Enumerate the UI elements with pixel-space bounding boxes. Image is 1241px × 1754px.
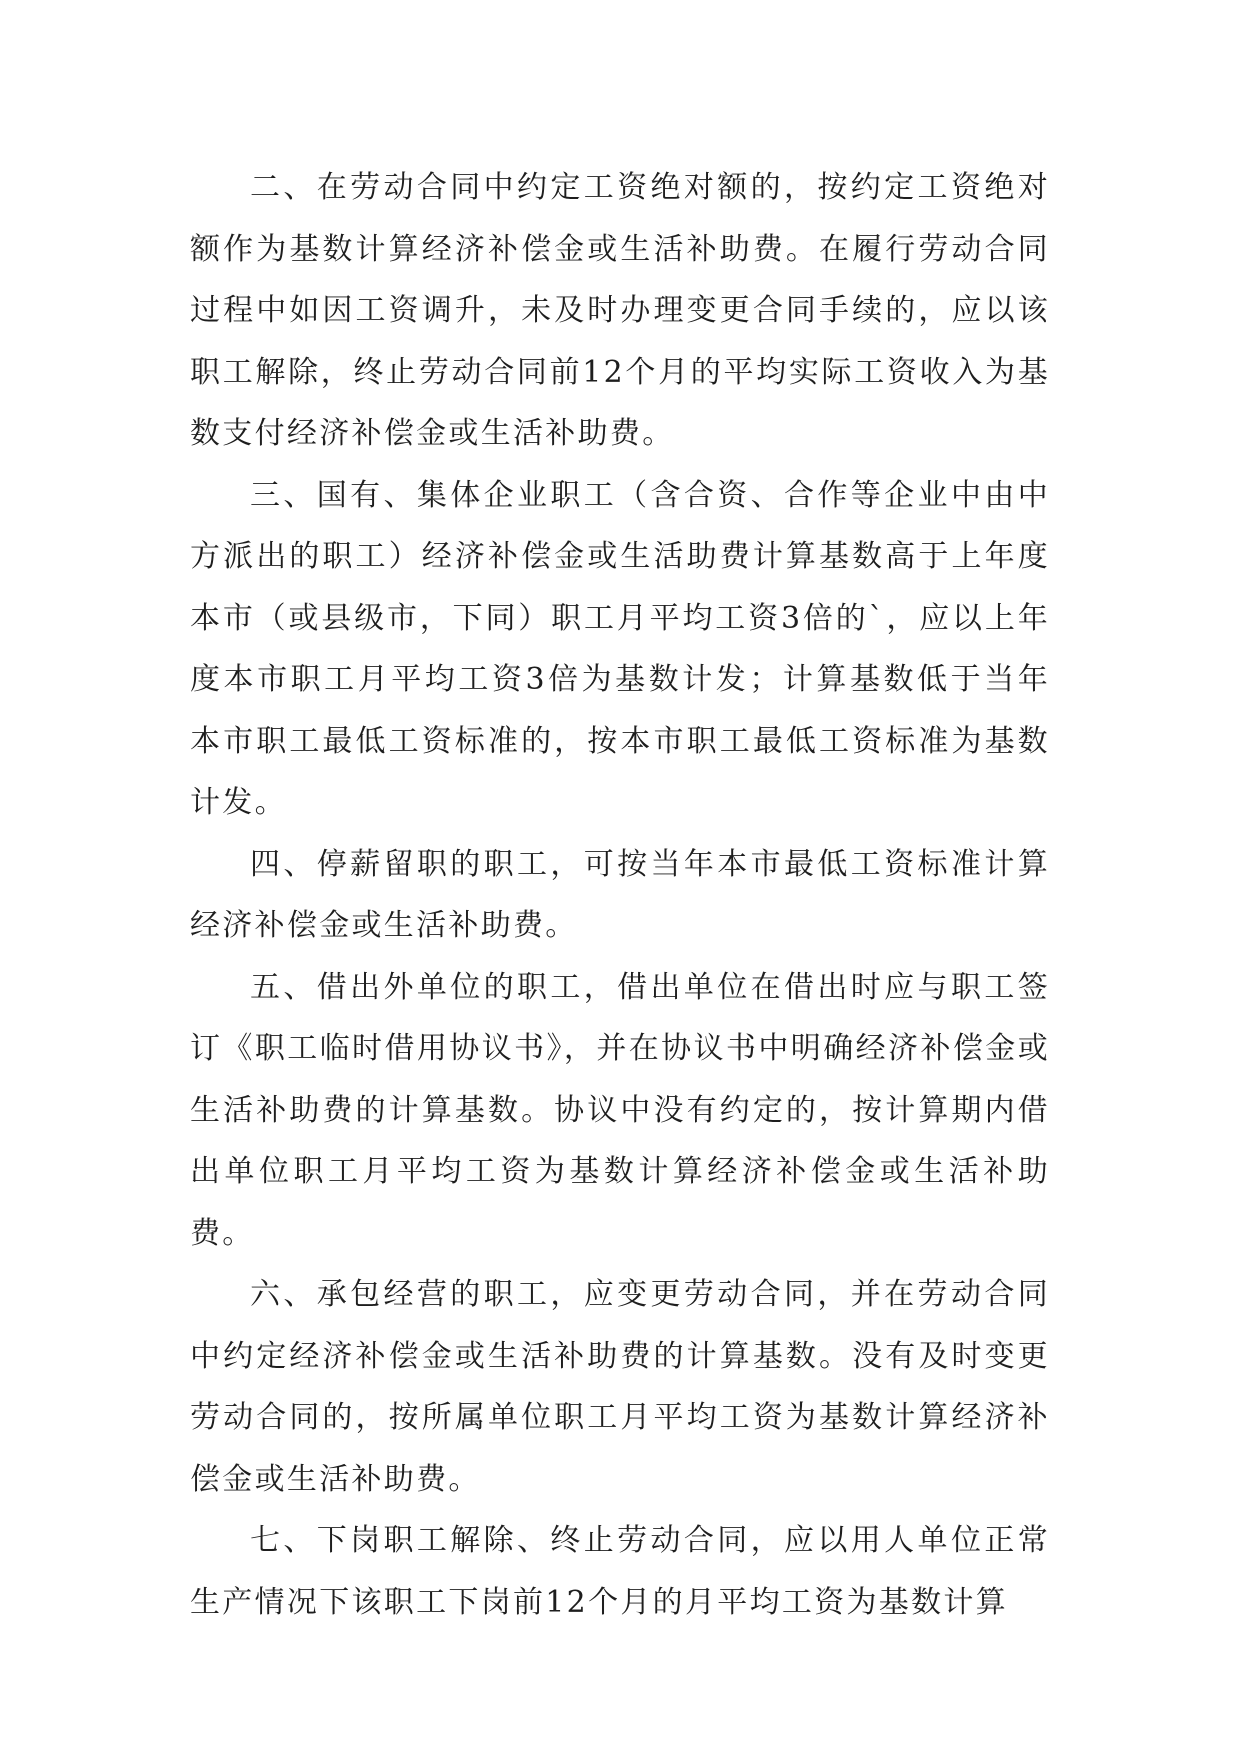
- paragraph-4: 四、停薪留职的职工，可按当年本市最低工资标准计算经济补偿金或生活补助费。: [190, 846, 1050, 943]
- paragraph-7: 七、下岗职工解除、终止劳动合同，应以用人单位正常生产情况下该职工下岗前12个月的月平均工资为基数计算: [190, 1523, 1050, 1620]
- paragraph-3: 三、国有、集体企业职工（含合资、合作等企业中由中方派出的职工）经济补偿金或生活助费计算基数高于上年度本市（或县级市，下同）职工月平均工资3倍的`，应以上年度本市职工月平均工资3倍为基数计发；计算基数低于当年本市职工最低工资标准的，按本市职工最低工资标准为基数计发。: [190, 477, 1050, 820]
- paragraph-2: 二、在劳动合同中约定工资绝对额的，按约定工资绝对额作为基数计算经济补偿金或生活补助费。在履行劳动合同过程中如因工资调升，未及时办理变更合同手续的，应以该职工解除，终止劳动合同前12个月的平均实际工资收入为基数支付经济补偿金或生活补助费。: [190, 170, 1050, 451]
- paragraph-6: 六、承包经营的职工，应变更劳动合同，并在劳动合同中约定经济补偿金或生活补助费的计算基数。没有及时变更劳动合同的，按所属单位职工月平均工资为基数计算经济补偿金或生活补助费。: [190, 1277, 1050, 1497]
- paragraph-5: 五、借出外单位的职工，借出单位在借出时应与职工签订《职工临时借用协议书》，并在协议书中明确经济补偿金或生活补助费的计算基数。协议中没有约定的，按计算期内借出单位职工月平均工资为基数计算经济补偿金或生活补助费。: [190, 969, 1050, 1251]
- document-body: [190, 157, 1050, 1633]
